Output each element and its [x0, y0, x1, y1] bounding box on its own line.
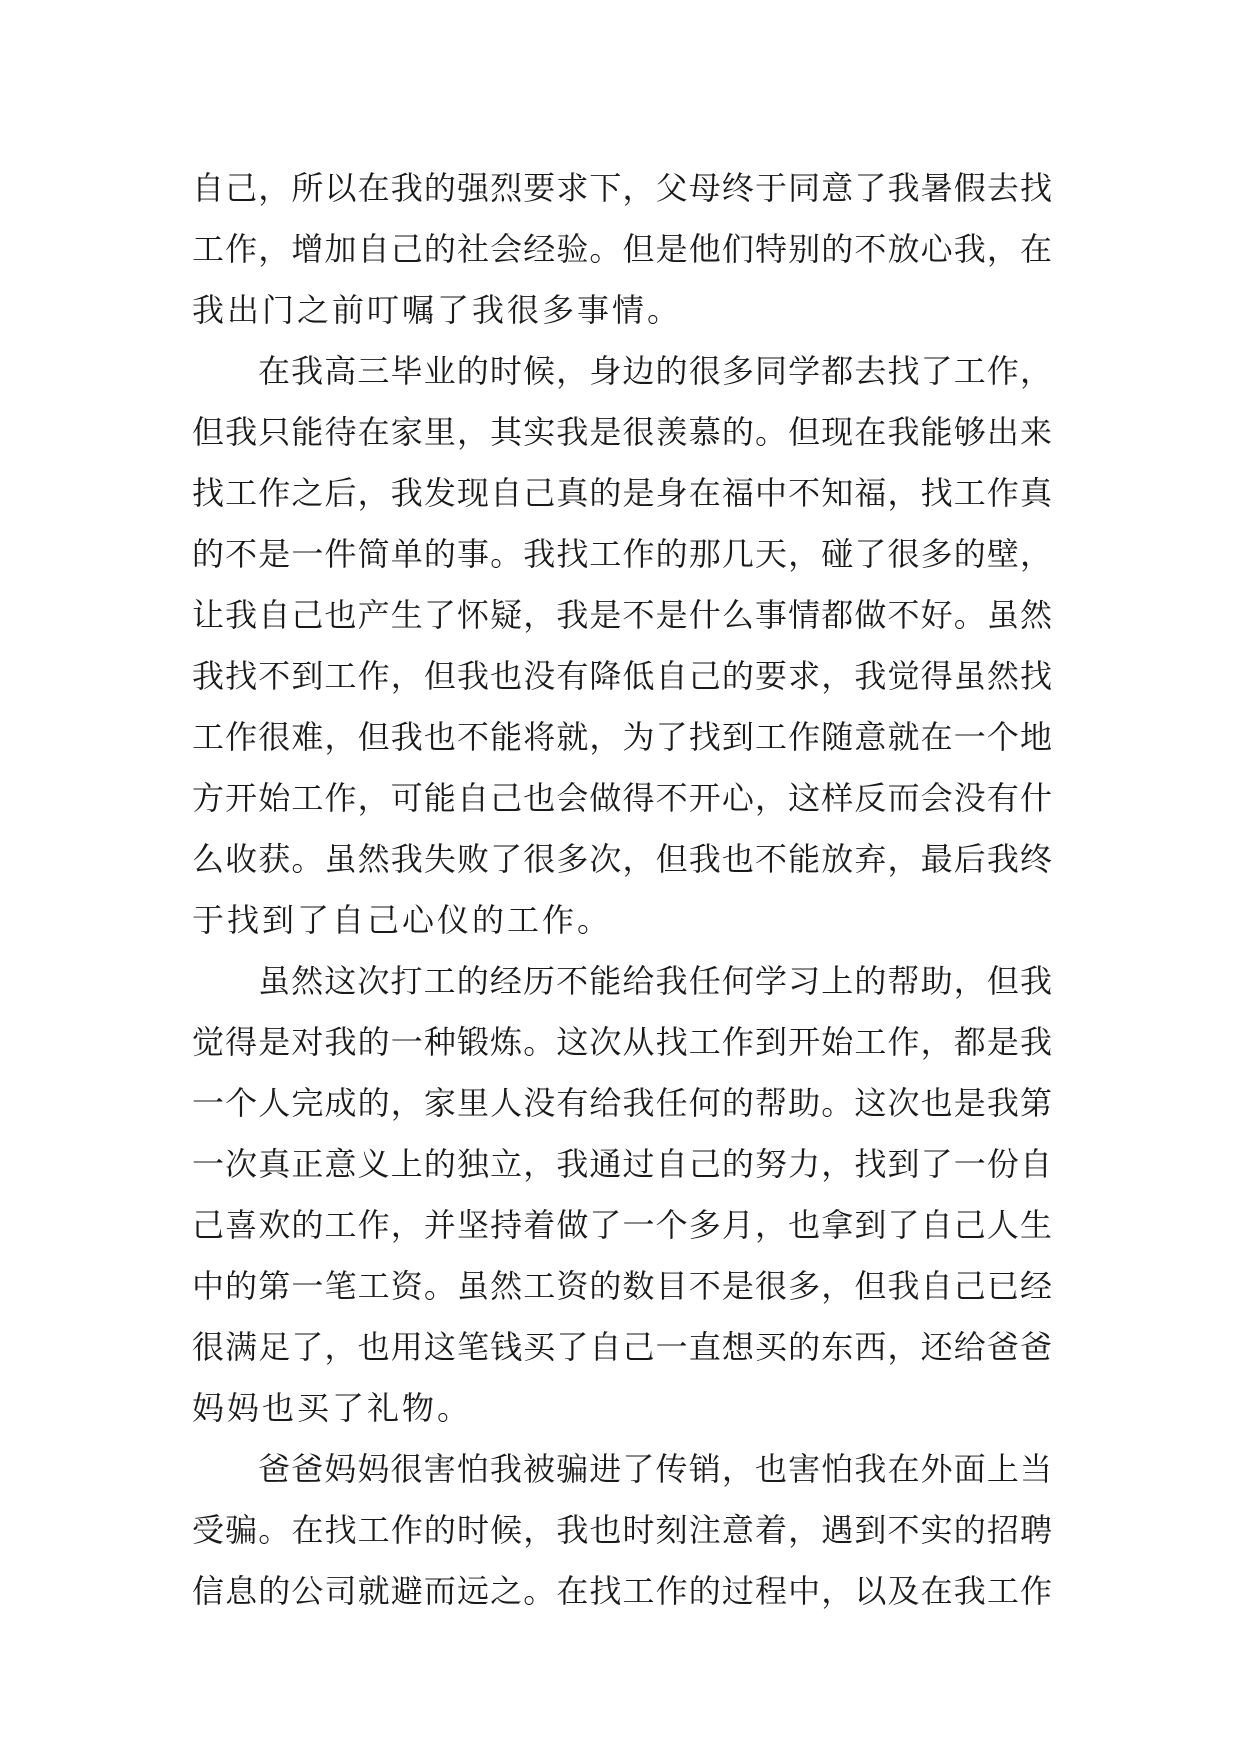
paragraph — [192, 1439, 1052, 1622]
text-line: 工作很难，但我也不能将就，为了找到工作随意就在一个地 — [192, 718, 1052, 756]
text-line: 虽然这次打工的经历不能给我任何学习上的帮助，但我 — [258, 962, 1052, 1000]
text-line: 于找到了自己心仪的工作。 — [192, 901, 613, 939]
paragraph — [192, 158, 1052, 341]
text-line: 但我只能待在家里，其实我是很羡慕的。但现在我能够出来 — [192, 413, 1052, 451]
text-line: 我找不到工作，但我也没有降低自己的要求，我觉得虽然找 — [192, 657, 1052, 695]
text-line: 的不是一件简单的事。我找工作的那几天，碰了很多的壁， — [192, 535, 1052, 573]
text-line: 一次真正意义上的独立，我通过自己的努力，找到了一份自 — [192, 1145, 1052, 1183]
text-line: 方开始工作，可能自己也会做得不开心，这样反而会没有什 — [192, 779, 1052, 817]
text-line: 找工作之后，我发现自己真的是身在福中不知福，找工作真 — [192, 474, 1052, 512]
text-line: 妈妈也买了礼物。 — [192, 1389, 473, 1427]
text-line: 我出门之前叮嘱了我很多事情。 — [192, 291, 683, 329]
text-line: 中的第一笔工资。虽然工资的数目不是很多，但我自己已经 — [192, 1267, 1052, 1305]
text-line: 觉得是对我的一种锻炼。这次从找工作到开始工作，都是我 — [192, 1023, 1052, 1061]
text-line: 一个人完成的，家里人没有给我任何的帮助。这次也是我第 — [192, 1084, 1052, 1122]
paragraph — [192, 951, 1052, 1439]
text-line: 爸爸妈妈很害怕我被骗进了传销，也害怕我在外面上当 — [258, 1450, 1052, 1488]
text-line: 么收获。虽然我失败了很多次，但我也不能放弃，最后我终 — [192, 840, 1052, 878]
text-line: 在我高三毕业的时候，身边的很多同学都去找了工作， — [258, 352, 1052, 390]
text-line: 很满足了，也用这笔钱买了自己一直想买的东西，还给爸爸 — [192, 1328, 1052, 1366]
text-line: 信息的公司就避而远之。在找工作的过程中，以及在我工作 — [192, 1572, 1052, 1610]
document-body — [192, 158, 1052, 1622]
text-line: 己喜欢的工作，并坚持着做了一个多月，也拿到了自己人生 — [192, 1206, 1052, 1244]
text-line: 让我自己也产生了怀疑，我是不是什么事情都做不好。虽然 — [192, 596, 1052, 634]
text-line: 自己，所以在我的强烈要求下，父母终于同意了我暑假去找 — [192, 169, 1052, 207]
paragraph — [192, 341, 1052, 951]
text-line: 工作，增加自己的社会经验。但是他们特别的不放心我，在 — [192, 230, 1052, 268]
text-line: 受骗。在找工作的时候，我也时刻注意着，遇到不实的招聘 — [192, 1511, 1052, 1549]
